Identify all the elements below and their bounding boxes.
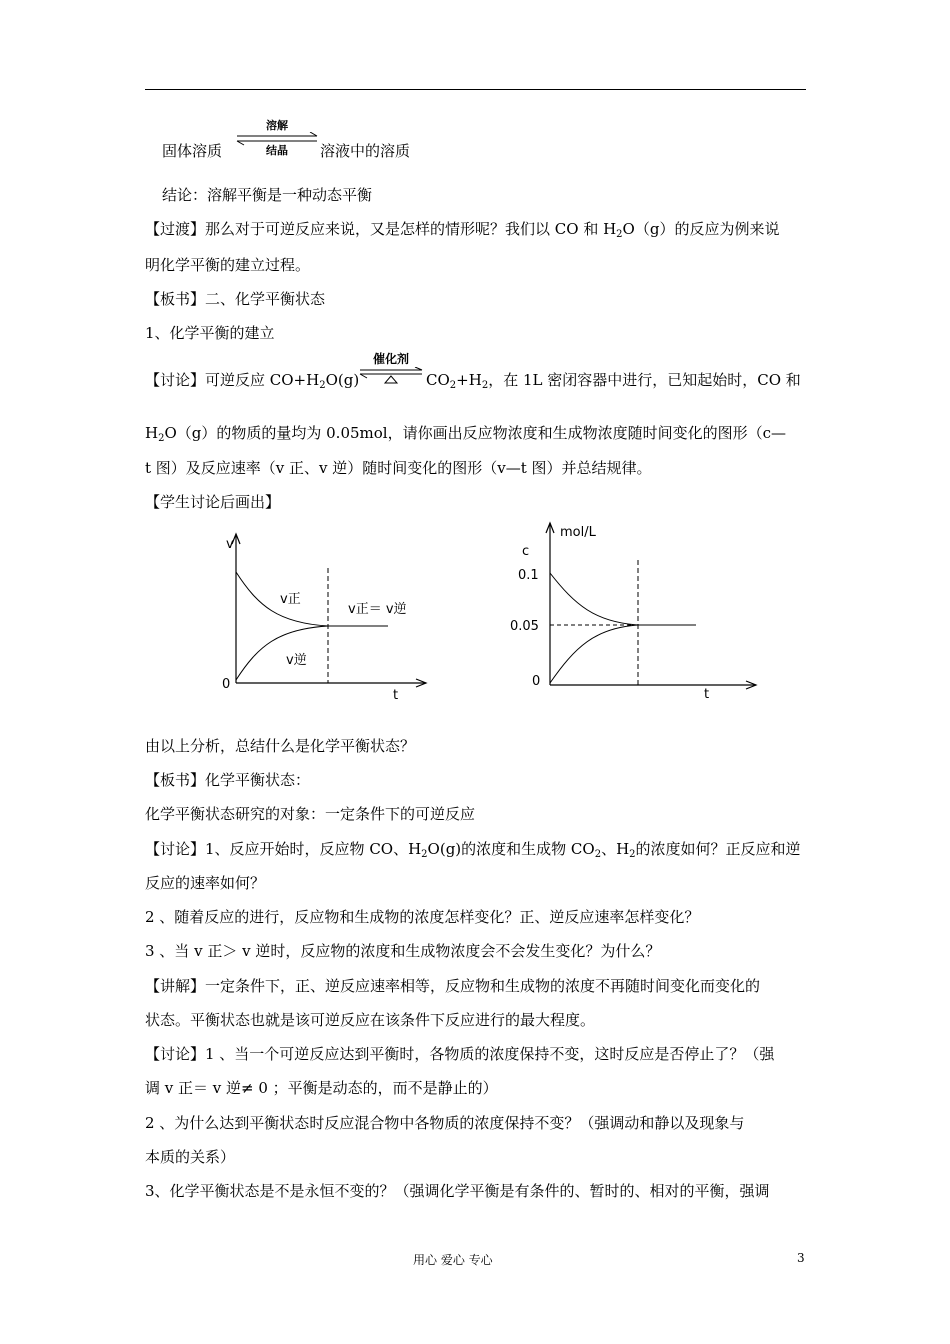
students-heading: 【学生讨论后画出】 — [145, 493, 281, 511]
ct-graph — [500, 515, 770, 705]
catalyst-arrow — [358, 353, 424, 389]
vt-reverse-curve — [236, 626, 328, 680]
vt-y-label: v — [226, 537, 234, 552]
vt-graph — [210, 528, 440, 708]
crystallize-label: 结晶 — [266, 144, 288, 157]
vt-x-label: t — [393, 688, 399, 703]
discussion-2-line-5: 3、化学平衡状态是不是永恒不变的？（强调化学平衡是有条件的、暂时的、相对的平衡，强调 — [145, 1182, 770, 1200]
catalyst-double-arrow-icon — [358, 367, 424, 387]
discussion-line-2: $H_2O(g)$的物质的量均为 0.05mol，请你画出反应物浓度和生成物浓度随时间变化的图形（c— — [145, 424, 786, 444]
question-1-cont: 反应的速率如何？ — [145, 874, 266, 892]
question-2: 2 、随着反应的进行，反应物和生成物的浓度怎样变化？正、逆反应速率怎样变化？ — [145, 908, 700, 926]
ct-product-curve — [550, 625, 638, 683]
heat-triangle-icon — [385, 376, 397, 383]
catalyst-label: 催化剂 — [372, 352, 409, 366]
ct-tick-high: 0.1 — [518, 568, 539, 583]
question-3: 3 、当 v 正＞ v 逆时，反应物的浓度和生成物浓度会不会发生变化？为什么？ — [145, 942, 661, 960]
discussion-2-line-3: 2 、为什么达到平衡状态时反应混合物中各物质的浓度保持不变？（强调动和静以及现象与 — [145, 1114, 745, 1132]
ct-reactant-curve — [550, 573, 638, 625]
discussion-2-line-4: 本质的关系） — [145, 1148, 236, 1166]
explanation-line-2: 状态。平衡状态也就是该可逆反应在该条件下反应进行的最大程度。 — [145, 1011, 596, 1029]
conclusion-line: 结论：溶解平衡是一种动态平衡 — [162, 186, 373, 204]
explanation-line-1: 【讲解】一定条件下，正、逆反应速率相等，反应物和生成物的浓度不再随时间变化而变化的 — [145, 977, 761, 995]
ct-y-label: c — [522, 544, 530, 559]
ct-tick-mid: 0.05 — [510, 619, 539, 634]
vt-equal-label: v正＝ v逆 — [348, 602, 407, 617]
board-heading-2: 【板书】化学平衡状态： — [145, 771, 311, 789]
transition-line-2: 明化学平衡的建立过程。 — [145, 256, 311, 274]
discussion-2-line-2: 调 v 正＝ v 逆≠ 0 ；平衡是动态的，而不是静止的） — [145, 1079, 498, 1097]
dissolve-label: 溶解 — [266, 119, 288, 132]
discussion-2-line-1: 【讨论】1 、当一个可逆反应达到平衡时，各物质的浓度保持不变，这时反应是否停止了？（强 — [145, 1045, 775, 1063]
board-heading-1: 【板书】二、化学平衡状态 — [145, 290, 326, 308]
header-rule — [145, 89, 806, 90]
vt-origin: 0 — [222, 677, 231, 692]
solid-solute: 固体溶质 — [162, 142, 223, 160]
question-1: 【讨论】1、反应开始时，反应物 CO、$H_2O(g)$的浓度和生成物 $CO_2$、$H_2$的浓度如何？正反应和逆 — [145, 840, 801, 860]
analysis-line: 由以上分析，总结什么是化学平衡状态？ — [145, 737, 416, 755]
ct-origin: 0 — [532, 674, 541, 689]
vt-reverse-label: v逆 — [286, 653, 307, 668]
reaction-line: 【讨论】可逆反应 $CO+H_2O(g)$ $CO_2+H_2$，在 1L 密闭容器中进行，已知起始时，CO 和 — [145, 371, 801, 391]
object-line: 化学平衡状态研究的对象：一定条件下的可逆反应 — [145, 805, 476, 823]
page-number: 3 — [797, 1251, 805, 1265]
transition-line-1: 【过渡】那么对于可逆反应来说，又是怎样的情形呢？我们以 CO 和 $H_2O(g)$的反应为例来说 — [145, 220, 780, 240]
footer-slogan: 用心 爱心 专心 — [413, 1253, 493, 1267]
ct-unit: mol/L — [560, 525, 596, 540]
ct-x-label: t — [704, 687, 710, 702]
discussion-line-3: t 图）及反应速率（v 正、v 逆）随时间变化的图形（v—t 图）并总结规律。 — [145, 459, 652, 477]
vt-forward-label: v正 — [280, 592, 301, 607]
solution-solute: 溶液中的溶质 — [320, 142, 411, 160]
dissolve-crystallize-arrow — [235, 120, 319, 160]
section-heading-1: 1、化学平衡的建立 — [145, 324, 275, 342]
